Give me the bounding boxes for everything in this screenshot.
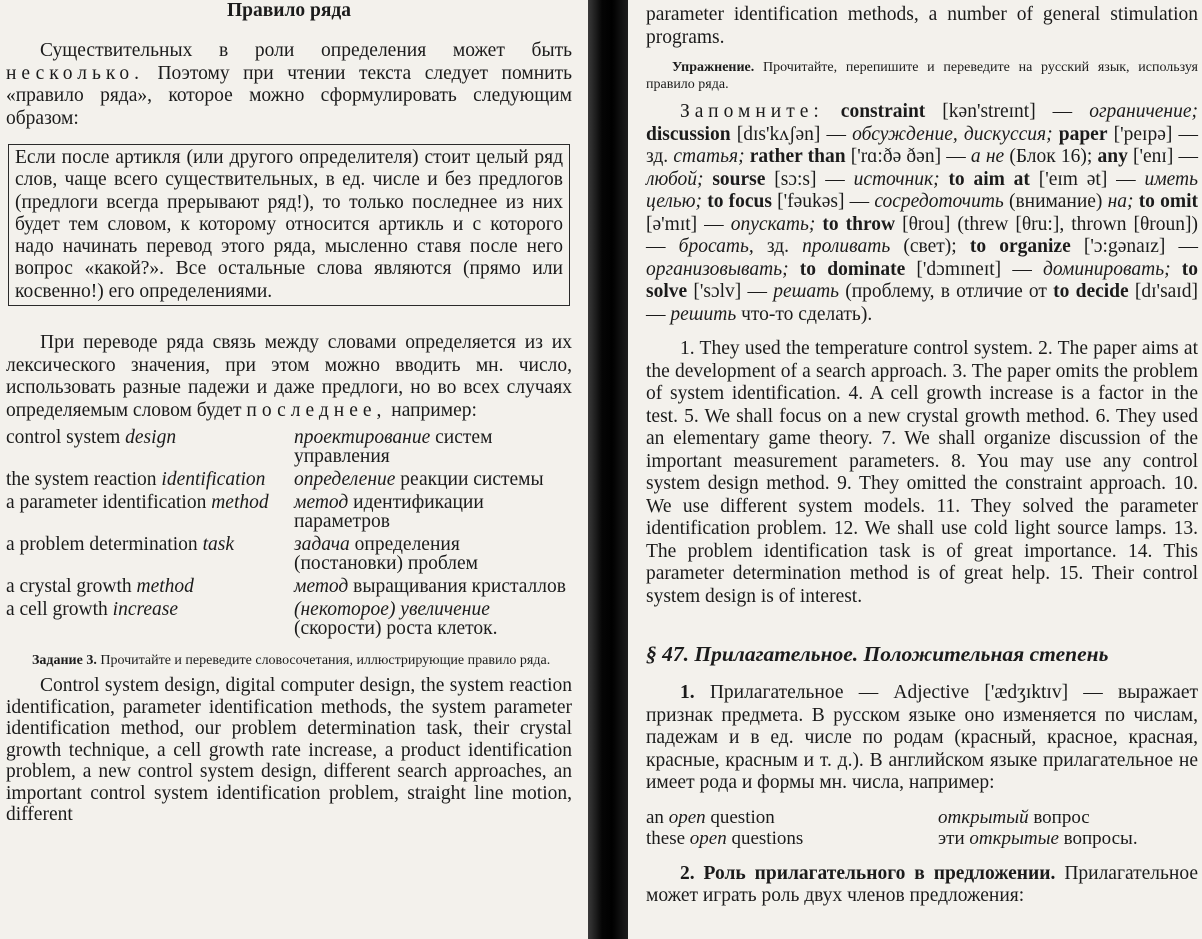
- adjective-examples-table: [646, 807, 1198, 849]
- example-english-italic: identification: [161, 469, 266, 491]
- example-english-italic: method: [211, 492, 269, 514]
- adj-en-b: question: [705, 806, 775, 828]
- adj-ru-b: вопрос: [1028, 806, 1090, 828]
- vocab-transcription: ['peɪpə] — зд.: [646, 123, 1199, 167]
- example-russian-plain: определения (постановки) проблем: [294, 534, 479, 575]
- example-row: [6, 470, 572, 493]
- vocab-rest: [789, 259, 800, 280]
- example-row: [6, 577, 572, 600]
- vocab-rest: [1171, 259, 1182, 280]
- section-title: § 47. Прилагательное. Положительная степень: [646, 642, 1109, 666]
- vocab-rest: (проблему, в отличие от: [839, 281, 1054, 302]
- vocab-meaning: а не: [970, 146, 1005, 167]
- adj-en-i: open: [668, 806, 706, 828]
- example-english: [6, 470, 294, 493]
- vocab-word: rather than: [749, 146, 846, 167]
- adj-ru-b: вопросы.: [1058, 827, 1138, 849]
- vocab-transcription: ['eɪm ət] —: [1029, 168, 1145, 190]
- vocabulary-list: [646, 101, 1198, 325]
- vocab-transcription: [ə'mɪt] —: [646, 213, 731, 235]
- example-english: [6, 428, 294, 470]
- example-russian-italic: определение: [294, 469, 396, 491]
- vocab-word: to solve: [646, 258, 1199, 302]
- left-page: [0, 0, 588, 939]
- rule-box: Если после артикля (или другого определителя) стоит целый ряд слов, чаще всего существительных, в ед. числе и без предлогов (предлоги всегда прерывают ряд!), то только последнее из них будет тем словом, к которому относится артикль и с которого надо начинать перевод этого ряда, мысленно ставя после него вопрос «какой?». Все остальные слова являются (прямо или косвенно!) его определениями.: [8, 144, 570, 306]
- role-paragraph: [646, 863, 1198, 908]
- vocab-meaning: на;: [1107, 191, 1134, 212]
- vocab-meaning: ограничение;: [1089, 101, 1198, 122]
- adj-ru-i: открытые: [969, 827, 1059, 849]
- translation-spaced-word: последнее,: [246, 399, 387, 421]
- adjective-paragraph-text: Прилагательное — Adjective ['ædʒɪktɪv] — выражает признак предмета. В русском языке оно изменяется по числам, падежам и в ед. числе по родам (красный, красное, красная, красные, красным и т. д.). В английском языке прилагательное не имеет рода и формы мн. числа, например:: [646, 682, 1198, 793]
- intro-paragraph: [6, 40, 572, 130]
- example-english-italic: increase: [112, 599, 179, 621]
- right-page: [628, 0, 1202, 939]
- example-row: [6, 428, 572, 470]
- example-english-plain: a cell growth: [6, 599, 113, 621]
- adj-en-a: these: [646, 827, 690, 849]
- example-russian-plain: реакции системы: [395, 469, 544, 491]
- example-english-italic: task: [202, 534, 234, 556]
- example-russian: [294, 600, 572, 642]
- example-english: [6, 577, 294, 600]
- adjective-paragraph-number: 1.: [680, 682, 695, 703]
- vocab-word: to aim at: [948, 168, 1030, 190]
- vocab-word: to focus: [707, 191, 772, 212]
- vocab-meaning: бросать,: [678, 236, 754, 257]
- vocab-meaning: иметь целью;: [646, 168, 1198, 212]
- vocab-meaning: источник;: [853, 168, 940, 190]
- task-text: Прочитайте и переведите словосочетания, иллюстрирующие правило ряда.: [100, 653, 551, 669]
- example-russian: [294, 470, 572, 493]
- adjective-example-row: [646, 807, 1198, 828]
- vocab-transcription: ['ɔ:gənaɪz] —: [1070, 236, 1198, 257]
- example-english-plain: a crystal growth: [6, 576, 137, 598]
- example-english-plain: a problem determination: [6, 534, 203, 556]
- task-label: Задание 3.: [32, 653, 97, 669]
- example-row: [6, 600, 572, 642]
- exercise-text: Прочитайте, перепишите и переведите на русский язык, используя правило ряда.: [646, 60, 1198, 92]
- example-russian-italic: задача: [294, 534, 350, 556]
- adj-ru-a: эти: [938, 827, 970, 849]
- vocab-transcription: [sɔ:s] —: [765, 168, 854, 190]
- right-top-text: parameter identification methods, a number of general stimulation programs.: [646, 4, 1198, 48]
- vocab-transcription: ['fəukəs] —: [771, 191, 875, 212]
- vocab-meaning: статья;: [673, 146, 745, 167]
- vocab-word: constraint: [840, 101, 926, 122]
- task-paragraph: [6, 652, 572, 669]
- vocab-word: to omit: [1138, 191, 1199, 212]
- vocab-meaning: решать: [773, 281, 840, 302]
- example-english: [6, 600, 294, 642]
- example-russian-italic: проектирование: [294, 427, 431, 449]
- adjective-example-english: [646, 828, 938, 849]
- role-text: Прилагательное может играть роль двух членов предложения:: [646, 862, 1198, 906]
- example-english-plain: the system reaction: [6, 469, 162, 491]
- example-russian-italic: метод: [294, 576, 349, 598]
- vocab-meaning: обсуждение, дискуссия;: [852, 123, 1053, 145]
- translation-paragraph: [6, 332, 572, 422]
- adj-ru-i: открытый: [938, 806, 1029, 828]
- vocab-transcription: ['dɔmɪneɪt] —: [905, 258, 1044, 280]
- adj-en-i: open: [689, 827, 727, 849]
- example-english: [6, 493, 294, 535]
- example-english-plain: control system: [6, 427, 126, 449]
- example-russian: [294, 493, 572, 535]
- book-spine: [588, 0, 628, 939]
- vocab-transcription: ['enɪ] —: [1127, 146, 1198, 167]
- task-body: Control system design, digital computer design, the system reaction identification, parameter identification methods, the system parameter identification method, our problem determination task, their crystal growth technique, a cell growth rate increase, a product identification problem, a new control system design, different search approaches, an important control system identification problem, straight line motion, different: [6, 675, 572, 826]
- vocab-rest: (Блок 16);: [1004, 146, 1098, 167]
- intro-spaced-word: несколько.: [6, 62, 144, 84]
- vocab-transcription: [dɪ'saɪd] —: [646, 281, 1198, 325]
- adjective-example-english: [646, 807, 938, 828]
- adjective-example-row: [646, 828, 1198, 849]
- vocab-transcription: ['rɑ:ðə ðən] —: [845, 146, 971, 167]
- adj-en-b: questions: [726, 827, 804, 849]
- vocab-word: to decide: [1053, 281, 1129, 302]
- vocab-transcription: [kən'streɪnt] —: [925, 101, 1090, 122]
- exercise-paragraph: [646, 59, 1198, 93]
- vocab-meaning: опускать;: [730, 213, 816, 235]
- memorize-label: Запомните:: [680, 101, 824, 122]
- vocab-meaning: доминировать;: [1043, 258, 1171, 280]
- example-russian-plain: выращивания кристаллов: [348, 576, 566, 598]
- vocab-rest: зд.: [753, 236, 803, 257]
- vocab-rest: что-то сделать).: [736, 303, 873, 325]
- adj-en-a: an: [646, 806, 669, 828]
- vocab-word: to dominate: [799, 258, 906, 280]
- example-russian: [294, 577, 572, 600]
- vocab-meaning: организовывать;: [646, 258, 789, 280]
- adjective-example-russian: [938, 828, 1198, 849]
- example-russian-plain: идентификации параметров: [294, 492, 484, 533]
- example-russian-plain: (скорости) роста клеток.: [294, 618, 498, 640]
- vocab-transcription: [θrou] (threw [θru:], thrown [θroun]) —: [646, 213, 1199, 257]
- examples-table: [6, 428, 572, 642]
- exercise-label: Упражнение.: [672, 60, 755, 75]
- example-russian-plain: систем управления: [294, 427, 493, 468]
- example-english: [6, 535, 294, 577]
- vocab-meaning: проливать: [802, 236, 891, 257]
- example-russian-italic: метод: [294, 492, 349, 514]
- example-russian: [294, 428, 572, 470]
- vocab-word: to organize: [969, 236, 1071, 257]
- vocab-rest: (свет);: [890, 236, 970, 257]
- adjective-example-russian: [938, 807, 1198, 828]
- example-english-italic: method: [136, 576, 194, 598]
- vocab-meaning: сосредоточить: [874, 191, 1004, 212]
- vocab-meaning: любой;: [646, 168, 704, 190]
- vocab-word: discussion: [646, 123, 731, 145]
- intro-pre: Существительных в роли определения может быть: [40, 40, 572, 61]
- vocabulary-paragraph: [646, 101, 1198, 326]
- vocab-rest: (внимание): [1003, 191, 1108, 212]
- example-english-plain: a parameter identification: [6, 492, 212, 514]
- vocab-transcription: [dɪs'kʌʃən] —: [730, 123, 853, 145]
- role-heading: 2. Роль прилагательного в предложении.: [680, 862, 1056, 884]
- vocab-word: sourse: [712, 168, 766, 190]
- vocab-word: paper: [1058, 123, 1108, 145]
- sentences-paragraph: 1. They used the temperature control system. 2. The paper aims at the development of a search approach. 3. The paper omits the problem of system identification. 4. A cell growth increase is a factor in the test. 5. We shall focus on a new crystal growth method. 6. They used an elementary game theory. 7. We shall organize discussion of the important measurement parameters. 8. You may use any control system design method. 9. They omitted the constraint approach. 10. We use different system models. 11. They solved the parameter identification problem. 12. We shall use cold light source lamps. 13. The problem identification task is of great importance. 14. This parameter determination method is of great help. 15. Their control system design is of interest.: [646, 338, 1198, 607]
- translation-post: например:: [391, 399, 477, 421]
- vocab-meaning: решить: [670, 303, 737, 325]
- example-russian-italic: (некоторое) увеличение: [294, 599, 490, 621]
- example-row: [6, 493, 572, 535]
- vocab-word: any: [1097, 146, 1128, 167]
- vocab-transcription: ['sɔlv] —: [687, 281, 774, 302]
- example-russian: [294, 535, 572, 577]
- left-page-title: Правило ряда: [226, 0, 352, 21]
- adjective-paragraph: [646, 682, 1198, 795]
- translation-pre: При переводе ряда связь между словами определяется из их лексического значения, при этом можно вводить мн. число, использовать разные падежи и даже предлоги, но во всех случаях определяемым словом будет: [6, 332, 572, 421]
- intro-post: Поэтому при чтении текста следует помнить «правило ряда», которое можно сформулировать следующим образом:: [6, 62, 572, 129]
- vocab-word: to throw: [822, 213, 896, 235]
- example-row: [6, 535, 572, 577]
- example-english-italic: design: [125, 427, 177, 449]
